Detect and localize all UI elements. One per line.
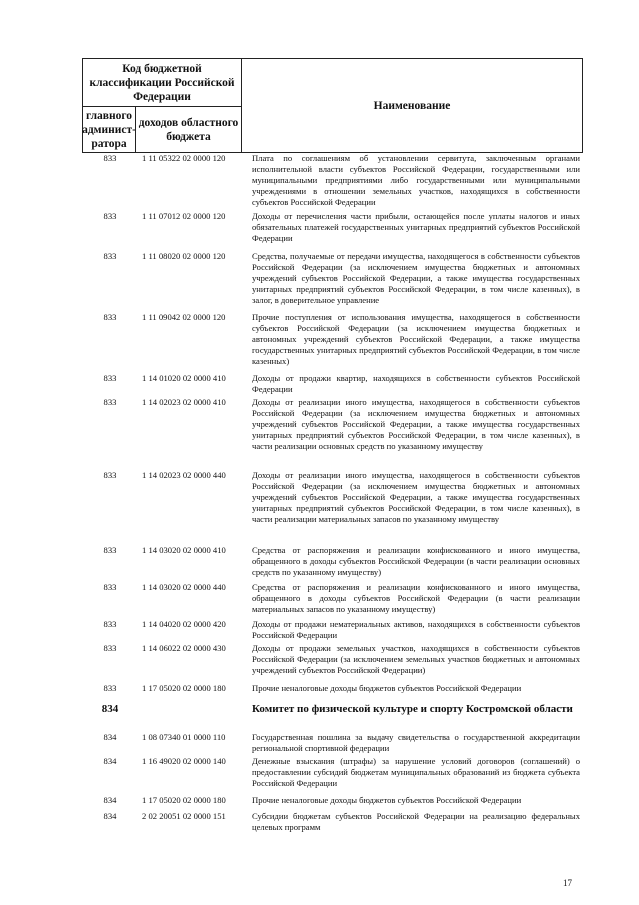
row-name: Доходы от реализации иного имущества, находящегося в собственности субъектов Российской Федерации (за исключением имущества бюджетных и автономных учреждений субъектов Российской Федерации, а также имущества государственных унитарных предприятий субъектов Российской Федерации, в том числе казенных), в части реализации основных средств по указанному имуществу	[252, 397, 580, 451]
admin-code: 834	[101, 703, 119, 715]
revenue-code: 1 14 01020 02 0000 410	[142, 373, 226, 383]
table-header	[82, 58, 583, 153]
revenue-code: 2 02 20051 02 0000 151	[142, 811, 226, 821]
admin-code: 834	[103, 811, 117, 821]
revenue-code: 1 14 06022 02 0000 430	[142, 643, 226, 653]
admin-code: 834	[103, 732, 117, 742]
revenue-code: 1 17 05020 02 0000 180	[142, 683, 226, 693]
revenue-code: 1 11 07012 02 0000 120	[142, 211, 226, 221]
admin-code: 833	[103, 251, 117, 261]
revenue-code: 1 08 07340 01 0000 110	[142, 732, 226, 742]
admin-code: 833	[103, 683, 117, 693]
row-name: Доходы от перечисления части прибыли, остающейся после уплаты налогов и иных обязательных платежей государственных унитарных предприятий субъектов Российской Федерации	[252, 211, 580, 243]
row-name: Доходы от продажи нематериальных активов, находящихся в собственности субъектов Российской Федерации	[252, 619, 580, 640]
row-name: Средства от распоряжения и реализации конфискованного и иного имущества, обращенного в доходы субъектов Российской Федерации (в части реализации основных средств по указанному имуществу)	[252, 545, 580, 577]
revenue-code: 1 14 02023 02 0000 410	[142, 397, 226, 407]
admin-code: 834	[103, 795, 117, 805]
row-name: Доходы от реализации иного имущества, находящегося в собственности субъектов Российской Федерации (за исключением имущества бюджетных и автономных учреждений субъектов Российской Федерации, а также имущества государственных унитарных предприятий субъектов Российской Федерации, в том числе казенных), в части реализации материальных запасов по указанному имуществу	[252, 470, 580, 524]
revenue-code: 1 14 03020 02 0000 410	[142, 545, 226, 555]
admin-code: 833	[103, 397, 117, 407]
admin-code: 833	[103, 545, 117, 555]
row-name: Прочие неналоговые доходы бюджетов субъектов Российской Федерации	[252, 683, 522, 693]
revenue-code: 1 11 08020 02 0000 120	[142, 251, 226, 261]
row-name: Доходы от продажи квартир, находящихся в собственности субъектов Российской Федерации	[252, 373, 580, 394]
row-name: Плата по соглашениям об установлении сервитута, заключенным органами исполнительной власти субъектов Российской Федерации, государственными или муниципальными предприятиями либо государственными или муниципальными учреждениями в отношении земельных участков, находящихся в собственности субъектов Российской Федерации	[252, 153, 580, 207]
admin-code: 833	[103, 643, 117, 653]
admin-code: 833	[103, 582, 117, 592]
row-name: Прочие поступления от использования имущества, находящегося в собственности субъектов Российской Федерации (за исключением имущества бюджетных и автономных учреждений субъектов Российской Федерации, а также имущества государственных унитарных предприятий субъектов Российской Федерации, в том числе казенных)	[252, 312, 580, 366]
row-name: Денежные взыскания (штрафы) за нарушение условий договоров (соглашений) о предоставлении субсидий бюджетам муниципальных образований из бюджета субъекта Российской Федерации	[252, 756, 580, 788]
revenue-code: 1 14 04020 02 0000 420	[142, 619, 226, 629]
revenue-code: 1 14 03020 02 0000 440	[142, 582, 226, 592]
row-name: Государственная пошлина за выдачу свидетельства о государственной аккредитации региональной спортивной федерации	[252, 732, 580, 753]
admin-code: 833	[103, 373, 117, 383]
admin-code: 833	[103, 153, 117, 163]
admin-code: 834	[103, 756, 117, 766]
row-name: Доходы от продажи земельных участков, находящихся в собственности субъектов Российской Федерации (за исключением земельных участков бюджетных и автономных учреждений субъектов Российской Федерации)	[252, 643, 580, 675]
page-number: 17	[563, 878, 572, 888]
revenue-header: доходов областного бюджета	[135, 106, 242, 153]
admin-code: 833	[103, 312, 117, 322]
admin-code: 833	[103, 470, 117, 480]
row-name: Средства, получаемые от передачи имущества, находящегося в собственности субъектов Российской Федерации (за исключением имущества бюджетных и автономных учреждений субъектов Российской Федерации, а также имущества государственных унитарных предприятий субъектов Российской Федерации, в том числе казенных), в залог, в доверительное управление	[252, 251, 580, 305]
row-name: Прочие неналоговые доходы бюджетов субъектов Российской Федерации	[252, 795, 522, 805]
revenue-code: 1 17 05020 02 0000 180	[142, 795, 226, 805]
row-name: Субсидии бюджетам субъектов Российской Федерации на реализацию федеральных целевых программ	[252, 811, 580, 832]
name-header: Наименование	[241, 58, 583, 153]
main-admin-header: главного админист-ратора	[82, 106, 136, 153]
row-name: Средства от распоряжения и реализации конфискованного и иного имущества, обращенного в доходы субъектов Российской Федерации (в части реализации материальных запасов по указанному имуществу)	[252, 582, 580, 614]
section-heading: Комитет по физической культуре и спорту Костромской области	[252, 703, 573, 715]
admin-code: 833	[103, 619, 117, 629]
admin-code: 833	[103, 211, 117, 221]
budget-code-header: Код бюджетной классификации Российской Федерации	[82, 58, 242, 107]
revenue-code: 1 11 09042 02 0000 120	[142, 312, 226, 322]
revenue-code: 1 14 02023 02 0000 440	[142, 470, 226, 480]
revenue-code: 1 11 05322 02 0000 120	[142, 153, 226, 163]
revenue-code: 1 16 49020 02 0000 140	[142, 756, 226, 766]
